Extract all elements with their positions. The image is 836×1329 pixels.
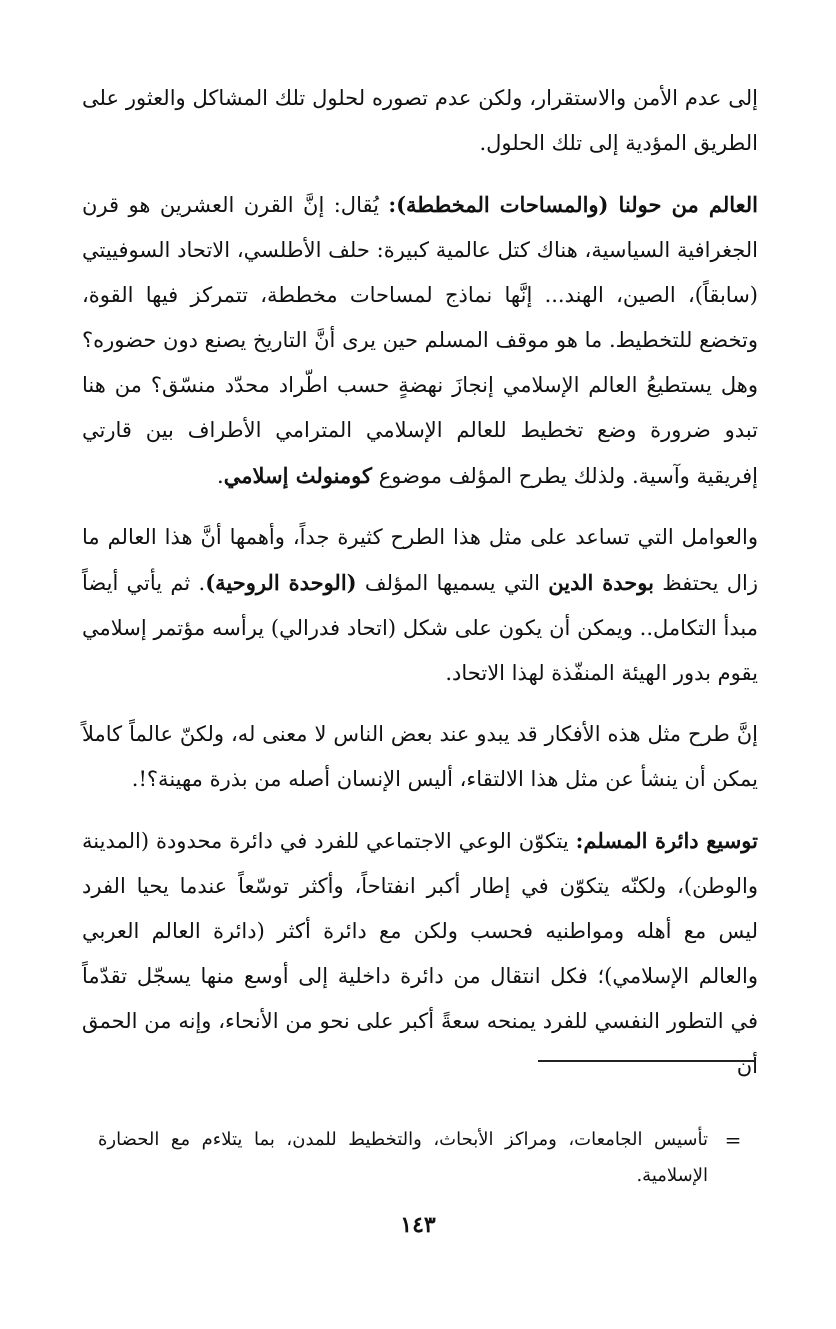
- section-heading-expanding-circle: توسيع دائرة المسلم:: [575, 828, 758, 853]
- book-page-body: [82, 76, 758, 1089]
- footnote-text: تأسيس الجامعات، ومراكز الأبحاث، والتخطيط للمدن، بما يتلاءم مع الحضارة الإسلامية.: [98, 1129, 708, 1186]
- paragraph-text-part1: والعوامل التي تساعد على مثل هذا الطرح كثيرة جداً، وأهمها أنَّ هذا العالم ما زال يحتفظ: [82, 525, 758, 595]
- footnote-mark: =: [724, 1128, 742, 1152]
- paragraph-factors: [82, 515, 758, 696]
- paragraph-text-part3: . ثم يأتي أيضاً مبدأ التكامل.. ويمكن أن يكون على شكل (اتحاد فدرالي) يرأسه مؤتمر إسلامي يقوم بدور الهيئة المنفّذة لهذا الاتحاد.: [82, 571, 758, 685]
- footnote: [78, 1122, 758, 1194]
- paragraph-ideas: [82, 712, 758, 802]
- paragraph-text: إلى عدم الأمن والاستقرار، ولكن عدم تصوره لحلول تلك المشاكل والعثور على الطريق المؤدية إلى تلك الحلول.: [82, 86, 758, 155]
- paragraph-continuation: [82, 76, 758, 166]
- paragraph-tail: .: [217, 464, 224, 488]
- bold-term-islamic-commonwealth: كومنولث إسلامي: [223, 463, 373, 488]
- paragraph-expanding-circle: [82, 818, 758, 1089]
- bold-term-spiritual-unity: (الوحدة الروحية): [205, 570, 357, 595]
- paragraph-text: يُقال: إنَّ القرن العشرين هو قرن الجغرافية السياسية، هناك كتل عالمية كبيرة: حلف الأطلسي، الاتحاد السوفييتي (سابقاً)، الصين، الهند... إنَّها نماذج لمساحات مخططة، تتمركز فيها القوة، وتخضع للتخطيط. ما هو موقف المسلم حين يرى أنَّ التاريخ يصنع دون حضوره؟ وهل يستطيعُ العالم الإسلامي إنجازَ نهضةٍ حسب اطّراد محدّد منسّق؟ من هنا تبدو ضرورة وضع تخطيط للعالم الإسلامي المترامي الأطراف بين قارتي إفريقية وآسية. ولذلك يطرح المؤلف موضوع: [82, 193, 759, 488]
- paragraph-text: إنَّ طرح مثل هذه الأفكار قد يبدو عند بعض الناس لا معنى له، ولكنّ عالماً كاملاً يمكن أن ينشأ عن مثل هذا الالتقاء، أليس الإنسان أصله من بذرة مهينة؟!.: [82, 722, 758, 791]
- paragraph-text: يتكوّن الوعي الاجتماعي للفرد في دائرة محدودة (المدينة والوطن)، ولكنّه يتكوّن في إطار أكبر انفتاحاً، وأكثر توسّعاً عندما يحيا الفرد ليس مع أهله ومواطنيه فحسب ولكن مع دائرة أكثر (دائرة العالم العربي والعالم الإسلامي)؛ فكل انتقال من دائرة داخلية إلى أوسع منها يسجّل تقدّماً في التطور النفسي للفرد يمنحه سعةً أكبر على نحو من الأنحاء، وإنه من الحمق أن: [82, 829, 758, 1078]
- footnote-separator: [538, 1060, 756, 1062]
- paragraph-text-part2: التي يسميها المؤلف: [356, 571, 549, 595]
- paragraph-world-around-us: [82, 182, 758, 499]
- section-heading-world-around-us: العالم من حولنا (والمساحات المخططة):: [388, 192, 758, 217]
- page-number: ١٤٣: [400, 1212, 436, 1238]
- bold-term-unity-of-religion: بوحدة الدين: [548, 570, 654, 595]
